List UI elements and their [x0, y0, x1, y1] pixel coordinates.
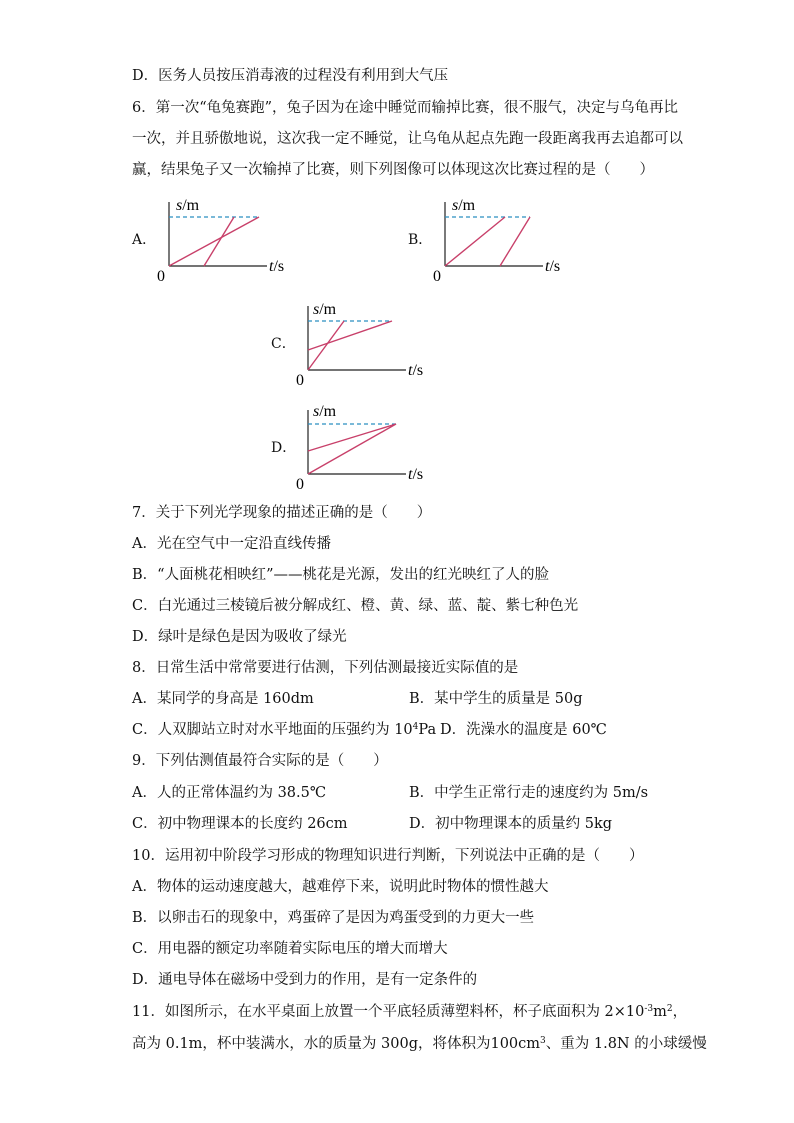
y-axis-label: s/m	[452, 197, 476, 214]
q7-option-b: B．“人面桃花相映红”——桃花是光源，发出的红光映红了人的脸	[132, 567, 549, 583]
q6-option-a-label: A．	[132, 232, 157, 248]
q11-line1-exponent: -3	[644, 1004, 654, 1014]
q10-option-d: D．通电导体在磁场中受到力的作用，是有一定条件的	[132, 972, 478, 988]
q11-line1-end: ，	[672, 1004, 688, 1020]
rabbit-line	[445, 217, 505, 266]
q11-line2-exponent: 3	[540, 1036, 546, 1046]
x-axis-label: t/s	[408, 362, 424, 379]
q7-option-d: D．绿叶是绿色是因为吸收了绿光	[132, 629, 347, 645]
q11-line1-text: 11．如图所示，在水平桌面上放置一个平底轻质薄塑料杯，杯子底面积为 2×10	[132, 1004, 645, 1020]
q6-graph-d	[291, 398, 441, 493]
q6-graph-b	[428, 190, 578, 285]
q7-option-c: C．白光通过三棱镜后被分解成红、橙、黄、绿、蓝、靛、紫七种色光	[132, 598, 579, 614]
q11-stem-line-2	[132, 1034, 707, 1054]
q11-stem-line-1	[132, 1002, 687, 1022]
q10-option-c: C．用电器的额定功率随着实际电压的增大而增大	[132, 941, 448, 957]
q8-option-c	[132, 720, 436, 740]
origin-label: 0	[296, 476, 304, 493]
q8-option-c-unit: Pa	[418, 722, 437, 738]
origin-label: 0	[296, 372, 304, 389]
rabbit-line	[308, 424, 396, 474]
q8-option-a: A．某同学的身高是 160dm	[132, 691, 314, 707]
q8-stem: 8．日常生活中常常要进行估测，下列估测最接近实际值的是	[132, 660, 519, 676]
tortoise-line	[308, 424, 396, 451]
q9-stem: 9．下列估测值最符合实际的是（ ）	[132, 753, 388, 769]
q10-stem: 10．运用初中阶段学习形成的物理知识进行判断，下列说法中正确的是（ ）	[132, 848, 644, 864]
y-axis-label: s/m	[313, 403, 337, 420]
q6-stem-line-3: 赢，结果兔子又一次输掉了比赛，则下列图像可以体现这次比赛过程的是（ ）	[132, 162, 654, 178]
q6-graph-a	[152, 190, 302, 285]
q8-option-d: D．洗澡水的温度是 60℃	[440, 722, 607, 738]
q6-stem-line-2: 一次，并且骄傲地说，这次我一定不睡觉，让乌龟从起点先跑一段距离我再去追都可以	[132, 131, 683, 147]
q6-option-c-label: C．	[271, 336, 296, 352]
q8-option-c-text: C．人双脚站立时对水平地面的压强约为 10	[132, 722, 413, 738]
rabbit-line	[308, 321, 344, 370]
q9-option-a: A．人的正常体温约为 38.5℃	[132, 785, 327, 801]
x-axis-label: t/s	[408, 466, 424, 483]
q11-line2-end: 、重为 1.8N 的小球缓慢	[545, 1036, 707, 1052]
q10-option-b: B．以卵击石的现象中，鸡蛋碎了是因为鸡蛋受到的力更大一些	[132, 910, 535, 926]
q11-line1-exponent-2: 2	[666, 1004, 673, 1014]
q9-option-d: D．初中物理课本的质量约 5kg	[409, 816, 613, 832]
q5-option-d: D．医务人员按压消毒液的过程没有利用到大气压	[132, 68, 449, 84]
q6-graph-c	[291, 294, 441, 389]
q11-line2-text: 高为 0.1m，杯中装满水，水的质量为 300g，将体积为100cm	[132, 1036, 541, 1052]
x-axis-label: t/s	[269, 258, 285, 275]
q6-option-b-label: B．	[408, 232, 433, 248]
y-axis-label: s/m	[176, 197, 200, 214]
q7-stem: 7．关于下列光学现象的描述正确的是（ ）	[132, 505, 432, 521]
rabbit-line	[204, 217, 234, 266]
q7-option-a: A．光在空气中一定沿直线传播	[132, 536, 331, 552]
tortoise-line	[169, 217, 259, 266]
q6-stem-line-1: 6．第一次“龟兔赛跑”，兔子因为在途中睡觉而输掉比赛，很不服气，决定与乌龟再比	[132, 100, 679, 116]
q8-option-c-exponent: 4	[412, 722, 419, 732]
q9-option-c: C．初中物理课本的长度约 26cm	[132, 816, 348, 832]
origin-label: 0	[433, 268, 441, 285]
origin-label: 0	[157, 268, 165, 285]
tortoise-line	[308, 321, 392, 350]
q9-option-b: B．中学生正常行走的速度约为 5m/s	[409, 785, 649, 801]
q10-option-a: A．物体的运动速度越大，越难停下来，说明此时物体的惯性越大	[132, 879, 549, 895]
q6-option-d-label: D．	[271, 440, 297, 456]
x-axis-label: t/s	[545, 258, 561, 275]
y-axis-label: s/m	[313, 301, 337, 318]
q11-line1-unit: m	[653, 1004, 667, 1020]
tortoise-line	[500, 217, 530, 266]
q8-option-b: B．某中学生的质量是 50g	[409, 691, 583, 707]
